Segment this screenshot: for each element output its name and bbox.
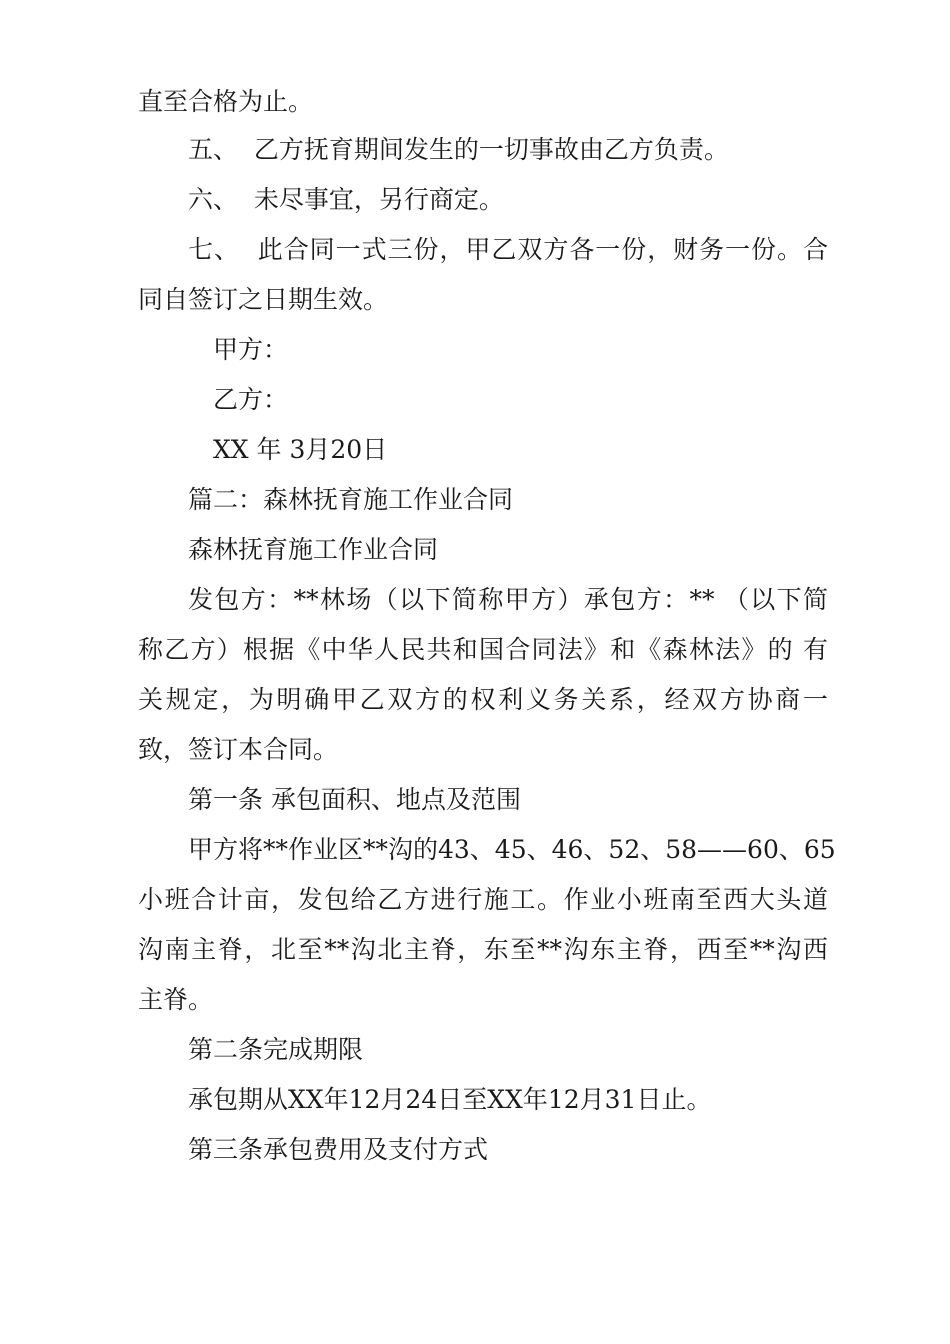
contract-title: 森林抚育施工作业合同 — [188, 535, 439, 564]
text-line: 七、 此合同一式三份，甲乙双方各一份，财务一份。合 — [188, 235, 828, 264]
text-line: 承包期从XX年12月24日至XX年12月31日止。 — [188, 1085, 712, 1114]
signing-date: XX 年 3月20日 — [213, 435, 388, 464]
text-line: 甲方将**作业区**沟的43、45、46、52、58——60、65 — [188, 835, 836, 864]
text-line: 六、 未尽事宜，另行商定。 — [188, 185, 504, 214]
section-heading: 篇二：森林抚育施工作业合同 — [188, 485, 514, 514]
text-line: 小班合计亩，发包给乙方进行施工。作业小班南至西大头道 — [138, 885, 828, 914]
party-a-label: 甲方： — [213, 335, 289, 364]
text-line: 称乙方）根据《中华人民共和国合同法》和《森林法》的 有 — [138, 635, 828, 664]
text-line: 沟南主脊，北至**沟北主脊，东至**沟东主脊，西至**沟西 — [138, 935, 828, 964]
article-heading: 第二条完成期限 — [188, 1035, 364, 1064]
article-heading: 第一条 承包面积、地点及范围 — [188, 785, 521, 814]
text-line: 五、 乙方抚育期间发生的一切事故由乙方负责。 — [188, 135, 729, 164]
text-line: 同自签订之日期生效。 — [138, 285, 389, 314]
text-line: 关规定，为明确甲乙双方的权利义务关系，经双方协商一 — [138, 685, 828, 714]
party-b-label: 乙方： — [213, 385, 289, 414]
text-line: 主脊。 — [138, 985, 214, 1014]
text-line: 致，签订本合同。 — [138, 735, 339, 764]
text-line: 直至合格为止。 — [138, 87, 314, 116]
article-heading: 第三条承包费用及支付方式 — [188, 1135, 489, 1164]
text-line: 发包方：**林场（以下简称甲方）承包方：** （以下简 — [188, 585, 828, 614]
